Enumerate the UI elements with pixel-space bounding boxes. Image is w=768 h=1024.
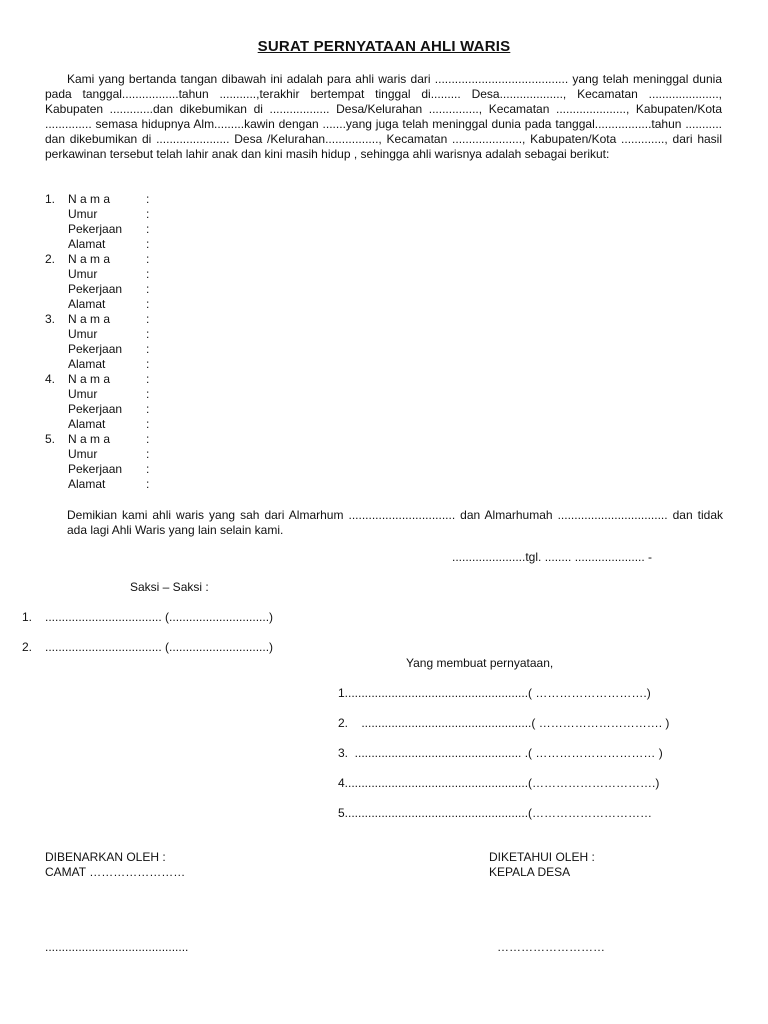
heir-field-label: Pekerjaan [68, 342, 123, 356]
heir-field-row [45, 372, 345, 387]
heir-number: 5. [45, 432, 56, 446]
heir-field-colon: : [146, 342, 150, 356]
heir-field-label: Alamat [68, 297, 106, 311]
heir-number: 4. [45, 372, 56, 386]
witness-number: 2. [22, 640, 33, 654]
heir-field-label: Umur [68, 267, 98, 281]
witness-title: Saksi – Saksi : [130, 580, 209, 594]
witness-blank: ................................... (..............................) [45, 610, 274, 624]
approved-by-label: DIBENARKAN OLEH : [45, 850, 166, 864]
declarant-line: 1.......................................................( ……………………….) [338, 686, 651, 700]
heir-field-colon: : [146, 282, 150, 296]
declarant-line: 4.......................................................(………………………….) [338, 776, 660, 790]
heir-field-colon: : [146, 297, 150, 311]
heir-field-label: Umur [68, 387, 98, 401]
heir-field-colon: : [146, 357, 150, 371]
heir-field-label: Umur [68, 447, 98, 461]
heir-field-colon: : [146, 237, 150, 251]
heir-field-colon: : [146, 372, 150, 386]
heir-field-colon: : [146, 267, 150, 281]
known-title: KEPALA DESA [489, 865, 571, 879]
heir-field-row [45, 327, 345, 342]
heir-field-colon: : [146, 477, 150, 491]
closing-paragraph: Demikian kami ahli waris yang sah dari Almarhum ................................ dan Almarhumah ................................. dan tidak ada lagi Ahli Waris yang lain selain kami. [67, 508, 723, 537]
heir-field-colon: : [146, 312, 150, 326]
heir-field-label: N a m a [68, 432, 111, 446]
heir-field-label: Umur [68, 327, 98, 341]
date-line: ......................tgl. ........ ..................... - [452, 550, 653, 564]
heir-field-label: Alamat [68, 237, 106, 251]
heir-field-row [45, 192, 345, 207]
heir-field-colon: : [146, 222, 150, 236]
intro-paragraph: Kami yang bertanda tangan dibawah ini adalah para ahli waris dari ........................................ yang telah meninggal dunia pada tanggal.................tahun ...........,terakhir bertempat tinggal di......... Desa..................., Kecamatan ....................., Kabupaten .............dan dikebumikan di .................. Desa/Kelurahan ..............., Kecamatan ....................., Kabupaten/Kota .............. semasa hidupnya Alm.........kawin dengan .......yang juga telah meninggal dunia pada tanggal.................tahun ........... dan dikebumikan di ...................... Desa /Kelurahan................, Kecamatan ....................., Kabupaten/Kota ............., dari hasil perkawinan tersebut telah lahir anak dan kini masih hidup , sehingga ahli warisnya adalah sebagai berikut: [45, 72, 722, 161]
heir-field-row [45, 417, 345, 432]
witness-line [22, 640, 273, 655]
declarant-title: Yang membuat pernyataan, [406, 656, 554, 670]
heir-field-row [45, 342, 345, 357]
heir-field-colon: : [146, 417, 150, 431]
heir-field-row [45, 447, 345, 462]
heir-list [45, 192, 345, 492]
known-by-label: DIKETAHUI OLEH : [489, 850, 595, 864]
heir-field-row [45, 387, 345, 402]
heir-field-label: Alamat [68, 477, 106, 491]
heir-field-row [45, 222, 345, 237]
heir-field-label: Alamat [68, 417, 106, 431]
heir-field-colon: : [146, 192, 150, 206]
heir-field-label: N a m a [68, 372, 111, 386]
approval-block [45, 850, 185, 880]
heir-field-row [45, 252, 345, 267]
heir-field-colon: : [146, 327, 150, 341]
heir-field-label: Pekerjaan [68, 222, 123, 236]
heir-field-row [45, 402, 345, 417]
heir-field-colon: : [146, 387, 150, 401]
heir-field-label: Pekerjaan [68, 402, 123, 416]
heir-number: 3. [45, 312, 56, 326]
heir-field-label: N a m a [68, 252, 111, 266]
declarant-line: 5.......................................................(………………………… [338, 806, 653, 820]
heir-field-row [45, 237, 345, 252]
heir-field-label: Pekerjaan [68, 282, 123, 296]
heir-field-row [45, 477, 345, 492]
heir-field-colon: : [146, 207, 150, 221]
declarant-line: 2. ...................................................( …………………………. ) [338, 716, 670, 730]
heir-field-colon: : [146, 402, 150, 416]
approved-title: CAMAT …………………… [45, 865, 186, 879]
heir-field-row [45, 297, 345, 312]
declarant-line: 3. .................................................. .( ………………………… ) [338, 746, 663, 760]
heir-field-colon: : [146, 462, 150, 476]
heir-number: 1. [45, 192, 56, 206]
heir-field-label: Alamat [68, 357, 106, 371]
acknowledgement-block [489, 850, 595, 880]
heir-field-row [45, 282, 345, 297]
heir-field-label: Pekerjaan [68, 462, 123, 476]
witness-blank: ................................... (..............................) [45, 640, 274, 654]
heir-field-colon: : [146, 432, 150, 446]
heir-number: 2. [45, 252, 56, 266]
heir-field-row [45, 432, 345, 447]
heir-field-colon: : [146, 252, 150, 266]
heir-field-row [45, 357, 345, 372]
heir-field-colon: : [146, 447, 150, 461]
heir-field-row [45, 207, 345, 222]
camat-signature-line: ........................................... [45, 940, 189, 954]
heir-field-label: Umur [68, 207, 98, 221]
heir-field-row [45, 267, 345, 282]
heir-field-label: N a m a [68, 192, 111, 206]
document-title: SURAT PERNYATAAN AHLI WARIS [257, 38, 511, 55]
witness-number: 1. [22, 610, 33, 624]
heir-field-label: N a m a [68, 312, 111, 326]
heir-field-row [45, 312, 345, 327]
heir-field-row [45, 462, 345, 477]
kepala-desa-signature-line: ……………………… [497, 940, 605, 954]
witness-line [22, 610, 273, 625]
